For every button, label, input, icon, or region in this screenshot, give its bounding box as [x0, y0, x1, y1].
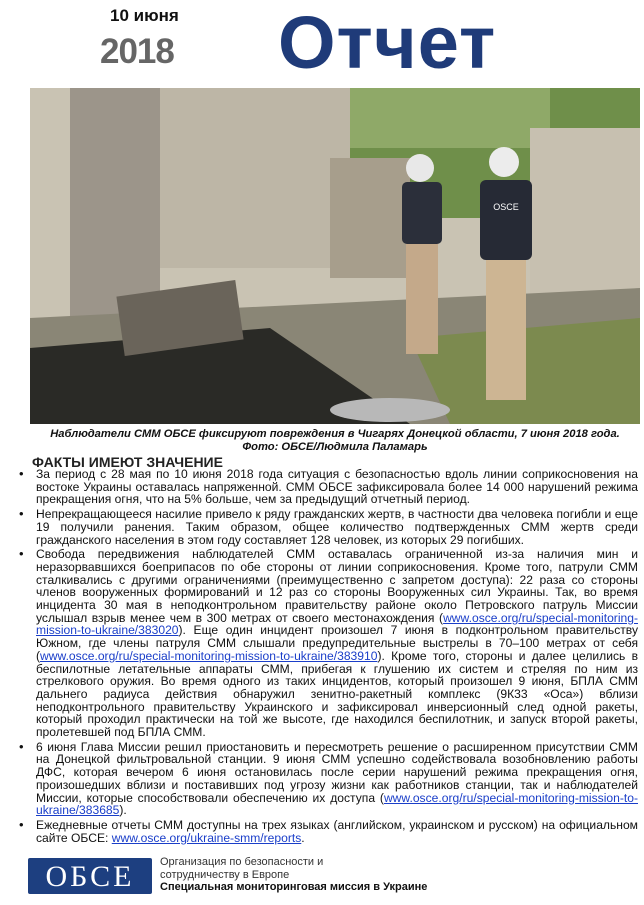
reports-site-link[interactable]: www.osce.org/ukraine-smm/reports — [111, 830, 302, 845]
fact-text: ). Кроме того, стороны и далее целились в беспилотные летательные аппараты СММ, прибегая к глушению их систем и стреляя по ним из стрелкового оружия. Во время одного из таких инцидентов, который произошел 9 июня, БПЛА СММ дальнего радиуса действия обнаружил зенитно-ракетный комплекс (9К33 «Оса») вблизи неподконтрольного правительству Украинского и зафиксировал инверсионный след одной ракеты, который проходил практически на той же высоте, где находился беспилотник, и запуск второй ракеты, пролетевшей под БПЛА СММ. — [36, 648, 638, 740]
photo-caption — [30, 428, 640, 454]
org-name-line1: Организация по безопасности и — [160, 856, 324, 868]
fact-text: 6 июня Глава Миссии решил приостановить и пересмотреть решение о расширенном присутствии СММ на Донецкой фильтровальной станции. 9 июня СММ успешно содействовала возобновлению работы ДФС, которая вечером 6 июня остановилась после серии нарушений режима прекращения огня, произошедших вблизи и поставивших под угрозу жизни как работников станции, так и наблюдателей Миссии, которые способствовали обеспечению их доступа ( — [36, 739, 638, 805]
fact-item — [14, 819, 638, 844]
facts-list — [14, 468, 638, 846]
fact-text: ). — [119, 803, 127, 818]
report-title: Отчет — [278, 1, 497, 84]
fact-item — [14, 508, 638, 546]
org-name-line2: сотрудничеству в Европе — [160, 868, 290, 881]
fact-text: Ежедневные отчеты СММ доступны на трех языках (английском, украинском и русском) на официальном сайте ОБСЕ: — [36, 817, 638, 845]
osce-logo — [28, 858, 152, 894]
fact-text: ). Еще один инцидент произошел 7 июня в подконтрольном правительству Южном, где члены патруля СММ слышали предупредительные выстрелы в 70–100 метрах от себя ( — [36, 623, 638, 663]
report-date-year: 2018 — [100, 32, 174, 71]
section-title: ФАКТЫ ИМЕЮТ ЗНАЧЕНИЕ — [32, 454, 223, 470]
fact-item — [14, 468, 638, 506]
report-link[interactable]: www.osce.org/ru/special-monitoring-mission-to-ukraine/383910 — [40, 648, 378, 663]
fact-text: Свобода передвижения наблюдателей СММ оставалась ограниченной из-за наличия мин и неразорвавшихся боеприпасов по обе стороны от линии соприкосновения. Кроме того, патрули СММ сталкивались с другими ограничениями (преимущественно с запретом доступа): 22 раза со стороны членов вооруженных формирований и 12 раз со стороны Вооруженных сил Украины. Так, во время инцидента 30 мая в неподконтрольном правительству районе около Петровского патруль Миссии услышал взрыв менее чем в 300 метрах от своего местонахождения ( — [36, 547, 638, 625]
fact-text: За период с 28 мая по 10 июня 2018 года ситуация с безопасностью вдоль линии соприкосновения на востоке Украины оставалась напряженной. СММ ОБСЕ зафиксировала более 14 000 нарушений режима прекращения огня, что на 5% больше, чем за предыдущий отчетный период. — [36, 467, 638, 507]
report-photo — [30, 88, 640, 424]
photo-caption-line1: Наблюдатели СММ ОБСЕ фиксируют повреждения в Чигарях Донецкой области, 7 июня 2018 года. — [50, 428, 620, 440]
report-link[interactable]: www.osce.org/ru/special-monitoring-mission-to-ukraine/383685 — [36, 790, 638, 818]
fact-text: . — [301, 830, 305, 845]
footer-organization — [160, 856, 427, 894]
fact-item — [14, 548, 638, 739]
report-link[interactable]: www.osce.org/ru/special-monitoring-mission-to-ukraine/383020 — [36, 610, 638, 638]
osce-logo-text: ОБСЕ — [45, 860, 135, 893]
mission-name: Специальная мониторинговая миссия в Украине — [160, 881, 428, 893]
vest-label: OSCE — [493, 202, 519, 212]
fact-item — [14, 741, 638, 817]
photo-credit: Фото: ОБСЕ/Людмила Паламарь — [242, 441, 428, 453]
fact-text: Непрекращающееся насилие привело к ряду гражданских жертв, в частности два человека погибли и еще 19 получили ранения. Таким образом, общее количество подтвержденных СММ жертв среди гражданского населения в этом году составляет 128 человек, из которых 29 погибших. — [36, 507, 638, 547]
report-date-day: 10 июня — [110, 6, 179, 25]
